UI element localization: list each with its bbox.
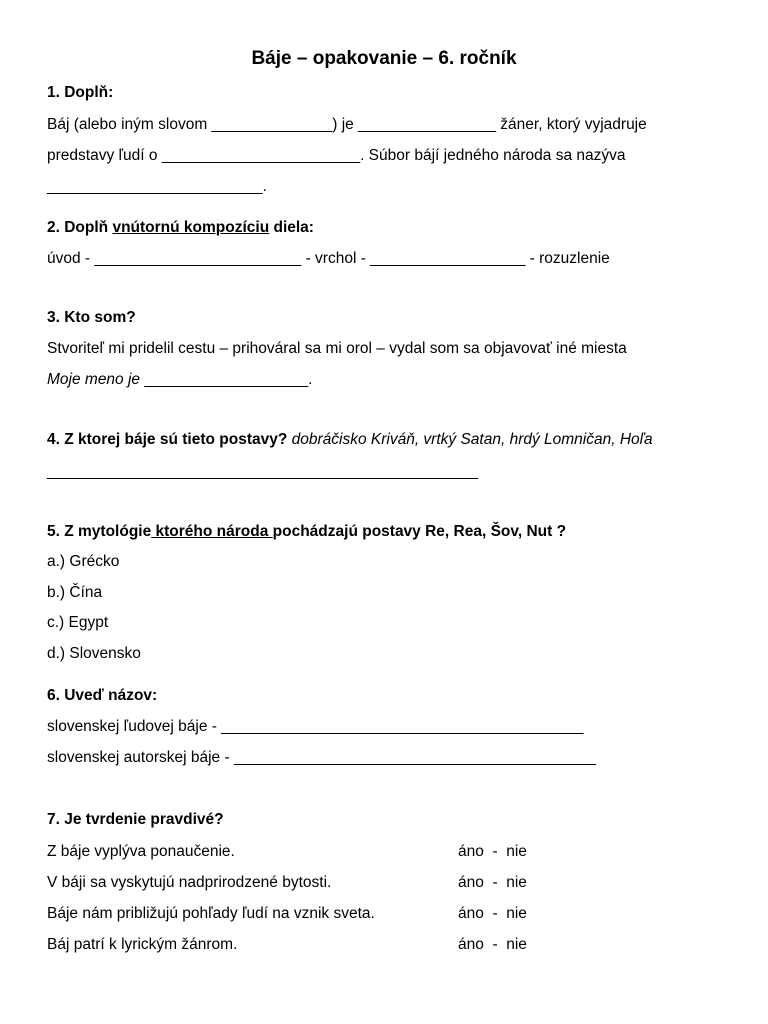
q3-name-prompt: Moje meno je [47,371,141,388]
q3-line-2 [47,370,312,390]
q7-statement: Z báje vyplýva ponaučenie. [47,843,235,860]
q4-blank: __________________________________________________ [47,463,479,480]
q6-line-1: slovenskej ľudovej báje - __________________________________________ [47,718,584,735]
q2-heading-pre: 2. Doplň [47,219,113,236]
q3-name-blank: ___________________. [140,371,313,388]
q7-statement: Báje nám približujú pohľady ľudí na vznik sveta. [47,905,375,922]
q6-heading: 6. Uveď názov: [47,687,158,704]
q6-line-2: slovenskej autorskej báje - __________________________________________ [47,749,597,766]
q5-option-a: a.) Grécko [47,553,120,570]
q7-answer-options: áno - nie [458,874,527,891]
q7-answer-options: áno - nie [458,843,527,860]
q7-answer-options: áno - nie [458,936,527,953]
q2-line: úvod - ________________________ - vrchol - __________________ - rozuzlenie [47,250,610,267]
page-title: Báje – opakovanie – 6. ročník [251,48,517,69]
q3-heading: 3. Kto som? [47,309,136,326]
q7-heading: 7. Je tvrdenie pravdivé? [47,811,224,828]
q2-heading [47,218,314,238]
q4-heading: 4. Z ktorej báje sú tieto postavy? [47,431,288,448]
q1-line-1: Báj (alebo iným slovom ______________) je ________________ žáner, ktorý vyjadruje [47,116,647,133]
q7-answer-options: áno - nie [458,905,527,922]
q5-heading-post: pochádzajú postavy Re, Rea, Šov, Nut ? [272,523,567,540]
q4-heading-line [47,430,653,450]
q5-heading [47,522,566,542]
q7-statement: Báj patrí k lyrickým žánrom. [47,936,238,953]
q5-option-b: b.) Čína [47,584,103,601]
q1-line-3: _________________________. [47,178,267,195]
q5-heading-underlined: ktorého národa [151,523,273,540]
q3-line-1: Stvoriteľ mi pridelil cestu – prihováral sa mi orol – vydal som sa objavovať iné miesta [47,340,627,357]
q1-line-2: predstavy ľudí o _______________________. Súbor bájí jedného národa sa nazýva [47,147,626,164]
q4-characters: dobráčisko Kriváň, vrtký Satan, hrdý Lomničan, Hoľa [287,431,653,448]
q5-heading-pre: 5. Z mytológie [47,523,152,540]
q1-heading: 1. Doplň: [47,84,114,101]
q2-heading-underlined: vnútornú kompozíciu [112,219,270,236]
q5-option-d: d.) Slovensko [47,645,141,662]
q5-option-c: c.) Egypt [47,614,109,631]
q7-statement: V báji sa vyskytujú nadprirodzené bytosti. [47,874,332,891]
q2-heading-post: diela: [269,219,314,236]
